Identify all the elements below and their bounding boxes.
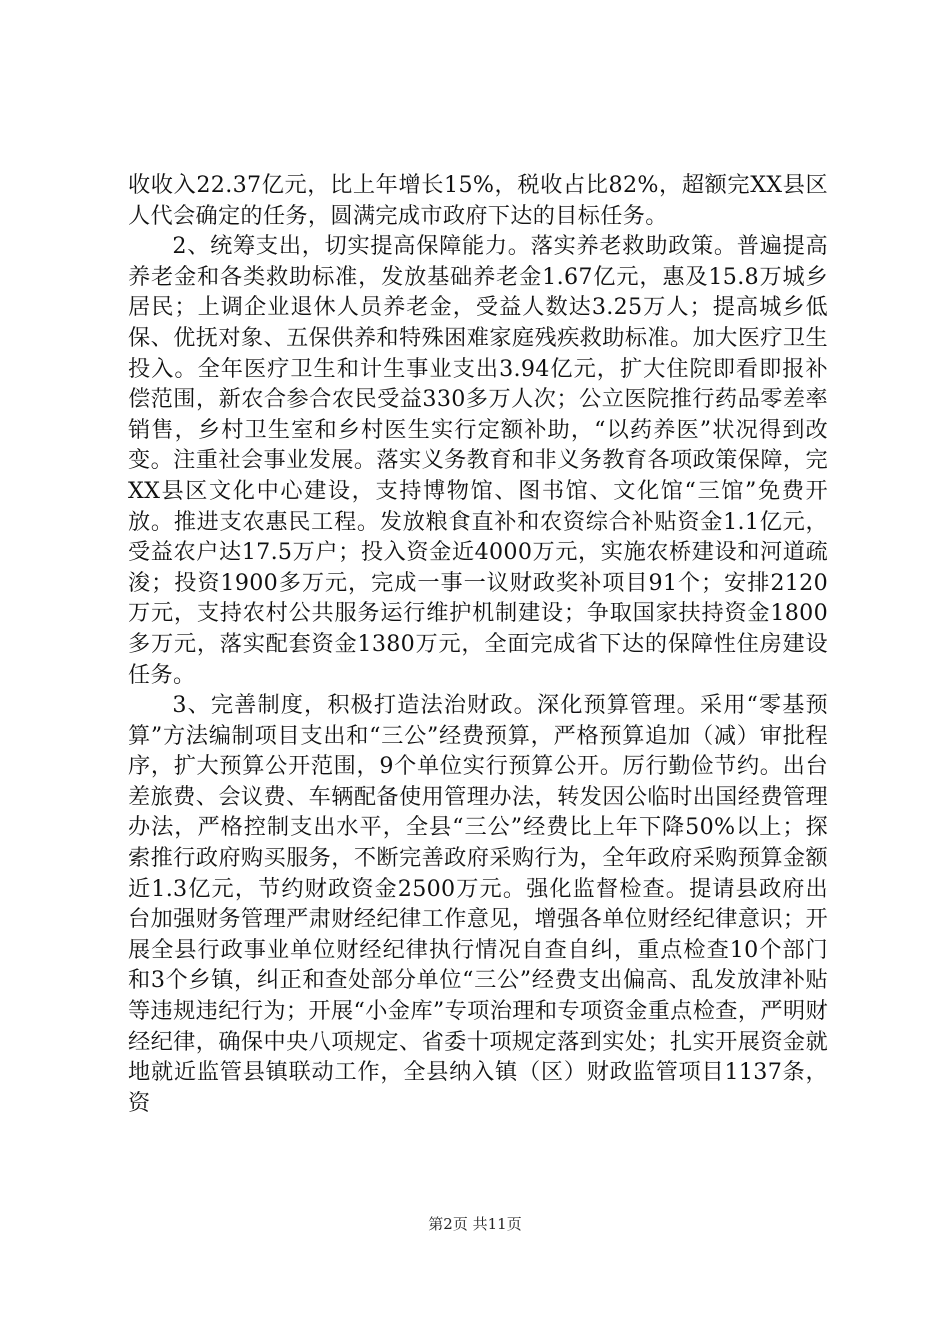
document-body (128, 170, 828, 1118)
page-number-footer: 第2页 共11页 (428, 1215, 522, 1233)
paragraph-3: 3、完善制度，积极打造法治财政。深化预算管理。采用“零基预算”方法编制项目支出和“三公”经费预算，严格预算追加（减）审批程序，扩大预算公开范围，9个单位实行预算公开。厉行勤俭节约。出台差旅费、会议费、车辆配备使用管理办法，转发因公临时出国经费管理办法，严格控制支出水平，全县“三公”经费比上年下降50%以上；探索推行政府购买服务，不断完善政府采购行为，全年政府采购预算金额近1.3亿元，节约财政资金2500万元。强化监督检查。提请县政府出台加强财务管理严肃财经纪律工作意见，增强各单位财经纪律意识；开展全县行政事业单位财经纪律执行情况自查自纠，重点检查10个部门和3个乡镇，纠正和查处部分单位“三公”经费支出偏高、乱发放津补贴等违规违纪行为；开展“小金库”专项治理和专项资金重点检查，严明财经纪律，确保中央八项规定、省委十项规定落到实处；扎实开展资金就地就近监管县镇联动工作，全县纳入镇（区）财政监管项目1137条，资 (128, 692, 828, 1116)
paragraph-2: 2、统筹支出，切实提高保障能力。落实养老救助政策。普遍提高养老金和各类救助标准，发放基础养老金1.67亿元，惠及15.8万城乡居民；上调企业退休人员养老金，受益人数达3.25万人；提高城乡低保、优抚对象、五保供养和特殊困难家庭残疾救助标准。加大医疗卫生投入。全年医疗卫生和计生事业支出3.94亿元，扩大住院即看即报补偿范围，新农合参合农民受益330多万人次；公立医院推行药品零差率销售，乡村卫生室和乡村医生实行定额补助，“以药养医”状况得到改变。注重社会事业发展。落实义务教育和非义务教育各项政策保障，完XX县区文化中心建设，支持博物馆、图书馆、文化馆“三馆”免费开放。推进支农惠民工程。发放粮食直补和农资综合补贴资金1.1亿元，受益农户达17.5万户；投入资金近4000万元，实施农桥建设和河道疏浚；投资1900多万元，完成一事一议财政奖补项目91个；安排2120万元，支持农村公共服务运行维护机制建设；争取国家扶持资金1800多万元，落实配套资金1380万元，全面完成省下达的保障性住房建设任务。 (128, 233, 828, 688)
paragraph-1: 收收入22.37亿元，比上年增长15%，税收占比82%，超额完XX县区人代会确定的任务，圆满完成市政府下达的目标任务。 (128, 172, 828, 229)
